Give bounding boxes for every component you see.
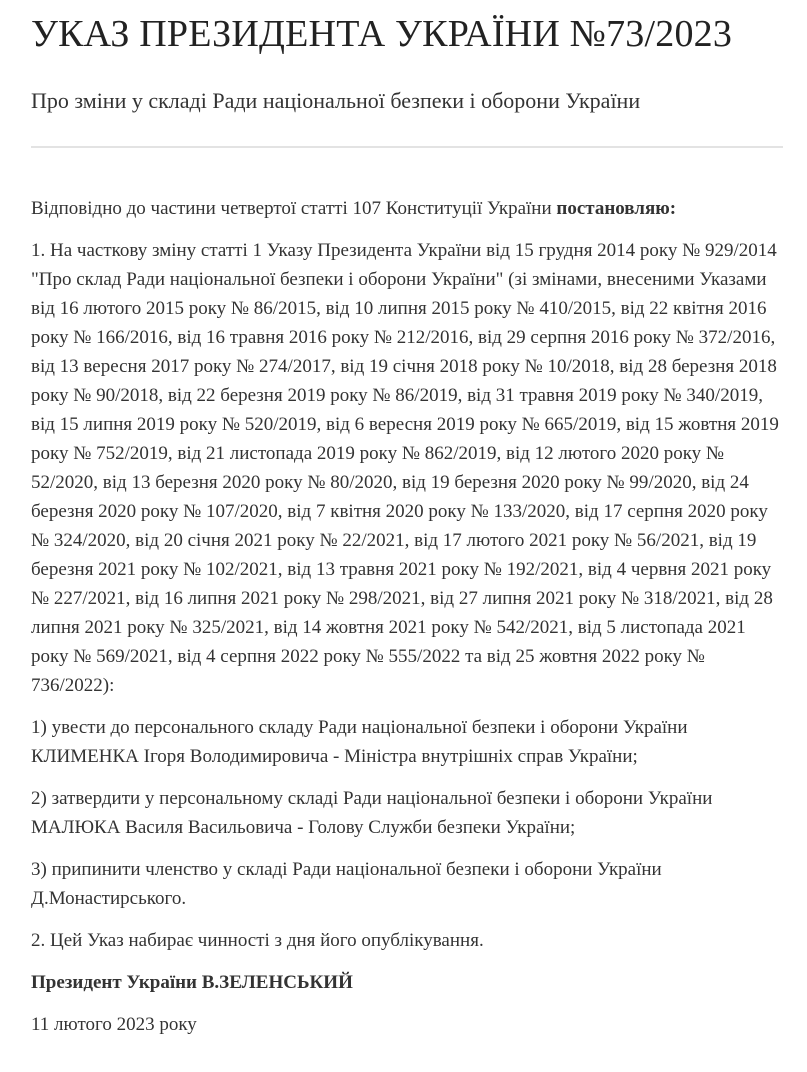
decree-body [31,194,783,1039]
divider-line [31,146,783,148]
amendments-paragraph: 1. На часткову зміну статті 1 Указу Президента України від 15 грудня 2014 року № 929/2014 "Про склад Ради національної безпеки і оборони України" (зі змінами, внесеними Указами від 16 лютого 2015 року № 86/2015, від 10 липня 2015 року № 410/2015, від 22 квітня 2016 року № 166/2016, від 16 травня 2016 року № 212/2016, від 29 серпня 2016 року № 372/2016, від 13 вересня 2017 року № 274/2017, від 19 січня 2018 року № 10/2018, від 28 березня 2018 року № 90/2018, від 22 березня 2019 року № 86/2019, від 31 травня 2019 року № 340/2019, від 15 липня 2019 року № 520/2019, від 6 вересня 2019 року № 665/2019, від 15 жовтня 2019 року № 752/2019, від 21 листопада 2019 року № 862/2019, від 12 лютого 2020 року № 52/2020, від 13 березня 2020 року № 80/2020, від 19 березня 2020 року № 99/2020, від 24 березня 2020 року № 107/2020, від 7 квітня 2020 року № 133/2020, від 17 серпня 2020 року № 324/2020, від 20 січня 2021 року № 22/2021, від 17 лютого 2021 року № 56/2021, від 19 березня 2021 року № 102/2021, від 13 травня 2021 року № 192/2021, від 4 червня 2021 року № 227/2021, від 16 липня 2021 року № 298/2021, від 27 липня 2021 року № 318/2021, від 28 липня 2021 року № 325/2021, від 14 жовтня 2021 року № 542/2021, від 5 листопада 2021 року № 569/2021, від 4 серпня 2022 року № 555/2022 та від 25 жовтня 2022 року № 736/2022): [31,239,779,696]
decree-subtitle: Про зміни у складі Ради національної безпеки і оборони України [31,87,641,113]
president-signature: Президент України В.ЗЕЛЕНСЬКИЙ [31,971,353,993]
item-2: 2) затвердити у персональному складі Ради національної безпеки і оборони України МАЛЮКА Василя Васильовича - Голову Служби безпеки України; [31,787,713,838]
item-3: 3) припинити членство у складі Ради національної безпеки і оборони України Д.Монастирського. [31,858,662,909]
intro-resolve-word: постановляю: [556,197,677,219]
decree-title: УКАЗ ПРЕЗИДЕНТА УКРАЇНИ №73/2023 [31,13,733,55]
item-1: 1) увести до персонального складу Ради національної безпеки і оборони України КЛИМЕНКА Ігоря Володимировича - Міністра внутрішніх справ України; [31,716,688,767]
intro-text: Відповідно до частини четвертої статті 107 Конституції України [31,197,557,219]
intro-paragraph [31,194,783,223]
decree-date: 11 лютого 2023 року [31,1013,197,1035]
effective-date-paragraph: 2. Цей Указ набирає чинності з дня його опублікування. [31,929,484,951]
